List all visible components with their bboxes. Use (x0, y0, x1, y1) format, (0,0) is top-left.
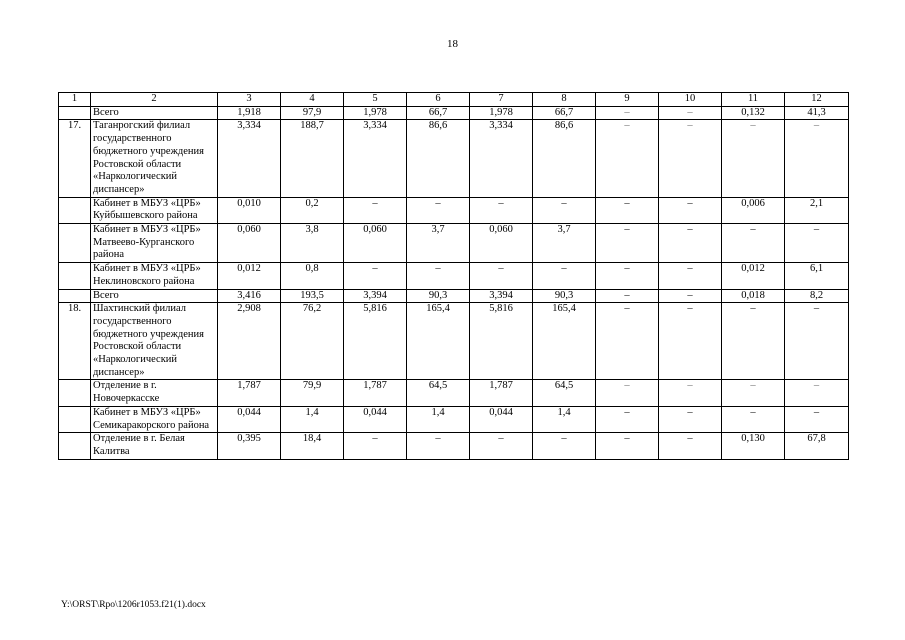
table-cell: – (785, 224, 849, 263)
table-cell: – (785, 120, 849, 197)
table-cell: 3,334 (218, 120, 281, 197)
row-name: Кабинет в МБУЗ «ЦРБ» Неклиновского района (91, 263, 218, 289)
table-cell: 8,2 (785, 289, 849, 303)
table-cell: – (344, 433, 407, 459)
table-cell: 1,4 (407, 406, 470, 432)
table-cell: 79,9 (281, 380, 344, 406)
table-cell: – (596, 106, 659, 120)
table-row (59, 224, 849, 263)
table-cell: 0,130 (722, 433, 785, 459)
row-name: Кабинет в МБУЗ «ЦРБ» Семикаракорского района (91, 406, 218, 432)
table-cell: 18,4 (281, 433, 344, 459)
header-cell: 12 (785, 93, 849, 107)
table-cell: 2,908 (218, 303, 281, 380)
table-cell: – (596, 197, 659, 223)
table-cell: 0,044 (344, 406, 407, 432)
header-cell: 6 (407, 93, 470, 107)
table-cell: 0,060 (218, 224, 281, 263)
table-cell: – (722, 303, 785, 380)
table-cell: – (596, 303, 659, 380)
table-cell: 193,5 (281, 289, 344, 303)
table-cell: 66,7 (533, 106, 596, 120)
table-cell: 86,6 (533, 120, 596, 197)
table-cell: 0,8 (281, 263, 344, 289)
table-row (59, 263, 849, 289)
row-number: 17. (59, 120, 91, 197)
table-cell: 165,4 (407, 303, 470, 380)
data-table (58, 92, 849, 460)
table-cell: – (785, 406, 849, 432)
row-number (59, 380, 91, 406)
table-cell: 0,395 (218, 433, 281, 459)
table-cell: 0,044 (470, 406, 533, 432)
table-cell: 0,132 (722, 106, 785, 120)
table-row (59, 106, 849, 120)
table-cell: 3,7 (533, 224, 596, 263)
table-cell: 0,012 (218, 263, 281, 289)
row-number (59, 224, 91, 263)
table-cell: – (785, 380, 849, 406)
table-cell: – (659, 106, 722, 120)
table-cell: 0,060 (470, 224, 533, 263)
table-cell: 66,7 (407, 106, 470, 120)
table-cell: – (659, 303, 722, 380)
header-cell: 7 (470, 93, 533, 107)
header-cell: 5 (344, 93, 407, 107)
table-row (59, 406, 849, 432)
table-cell: – (659, 197, 722, 223)
table-cell: 1,4 (281, 406, 344, 432)
table-cell: 3,394 (470, 289, 533, 303)
row-number (59, 433, 91, 459)
table-cell: 0,044 (218, 406, 281, 432)
table-cell: 6,1 (785, 263, 849, 289)
table-cell: – (659, 263, 722, 289)
header-cell: 10 (659, 93, 722, 107)
table-cell: 3,394 (344, 289, 407, 303)
table-cell: – (722, 406, 785, 432)
row-name: Отделение в г. Белая Калитва (91, 433, 218, 459)
table-cell: 165,4 (533, 303, 596, 380)
table-cell: – (596, 224, 659, 263)
row-name: Отделение в г. Новочеркасске (91, 380, 218, 406)
table-cell: – (533, 433, 596, 459)
table-cell: 1,918 (218, 106, 281, 120)
table-cell: – (722, 224, 785, 263)
table-cell: – (659, 289, 722, 303)
table-cell: 64,5 (533, 380, 596, 406)
table-cell: 3,334 (344, 120, 407, 197)
table-cell: 90,3 (407, 289, 470, 303)
header-cell: 9 (596, 93, 659, 107)
header-cell: 3 (218, 93, 281, 107)
table-cell: – (659, 380, 722, 406)
row-number (59, 106, 91, 120)
table-cell: – (344, 263, 407, 289)
table-cell: – (470, 197, 533, 223)
table-cell: 5,816 (470, 303, 533, 380)
table-cell: – (659, 433, 722, 459)
table-cell: 86,6 (407, 120, 470, 197)
table-cell: 1,787 (218, 380, 281, 406)
table-cell: – (407, 433, 470, 459)
table-cell: – (659, 406, 722, 432)
table-cell: 0,006 (722, 197, 785, 223)
table-cell: 0,012 (722, 263, 785, 289)
table-cell: 1,4 (533, 406, 596, 432)
table-cell: 0,010 (218, 197, 281, 223)
table-cell: 97,9 (281, 106, 344, 120)
table-cell: 1,787 (344, 380, 407, 406)
table-cell: – (722, 380, 785, 406)
table-cell: 90,3 (533, 289, 596, 303)
header-cell: 11 (722, 93, 785, 107)
table-row (59, 303, 849, 380)
table-cell: 1,978 (344, 106, 407, 120)
table-row (59, 197, 849, 223)
table-cell: 1,787 (470, 380, 533, 406)
table-cell: – (407, 263, 470, 289)
header-cell: 4 (281, 93, 344, 107)
table-cell: – (659, 224, 722, 263)
row-number (59, 289, 91, 303)
table-cell: – (596, 406, 659, 432)
table-cell: – (596, 289, 659, 303)
table-cell: – (596, 120, 659, 197)
table-row (59, 380, 849, 406)
table-cell: – (533, 197, 596, 223)
table-cell: – (470, 263, 533, 289)
table-cell: – (785, 303, 849, 380)
header-row (59, 93, 849, 107)
row-number (59, 263, 91, 289)
table-cell: 3,334 (470, 120, 533, 197)
table-cell: – (407, 197, 470, 223)
table-cell: 2,1 (785, 197, 849, 223)
table-cell: – (344, 197, 407, 223)
table-cell: 0,018 (722, 289, 785, 303)
table-row (59, 433, 849, 459)
table-row (59, 289, 849, 303)
table-cell: 41,3 (785, 106, 849, 120)
footer-file-path: Y:\ORST\Rpo\1206r1053.f21(1).docx (61, 600, 206, 610)
table-cell: 64,5 (407, 380, 470, 406)
table-cell: 1,978 (470, 106, 533, 120)
table-cell: 3,7 (407, 224, 470, 263)
table-cell: 3,8 (281, 224, 344, 263)
row-number (59, 197, 91, 223)
table-cell: 188,7 (281, 120, 344, 197)
row-number (59, 406, 91, 432)
table-cell: 67,8 (785, 433, 849, 459)
table-cell: 76,2 (281, 303, 344, 380)
table-cell: – (596, 380, 659, 406)
table-cell: – (596, 263, 659, 289)
table-cell: 0,060 (344, 224, 407, 263)
header-cell: 2 (91, 93, 218, 107)
row-name: Всего (91, 106, 218, 120)
table-cell: – (659, 120, 722, 197)
table-row (59, 120, 849, 197)
row-name: Таганрогский филиал государственного бюджетного учреждения Ростовской области «Наркологический диспансер» (91, 120, 218, 197)
table-cell: – (533, 263, 596, 289)
page-number: 18 (447, 38, 458, 50)
row-name: Кабинет в МБУЗ «ЦРБ» Матвеево-Курганского района (91, 224, 218, 263)
row-name: Шахтинский филиал государственного бюджетного учреждения Ростовской области «Наркологический диспансер» (91, 303, 218, 380)
row-number: 18. (59, 303, 91, 380)
header-cell: 8 (533, 93, 596, 107)
table-cell: – (470, 433, 533, 459)
row-name: Кабинет в МБУЗ «ЦРБ» Куйбышевского района (91, 197, 218, 223)
row-name: Всего (91, 289, 218, 303)
table-cell: 0,2 (281, 197, 344, 223)
table-cell: – (722, 120, 785, 197)
table-cell: 3,416 (218, 289, 281, 303)
table-cell: – (596, 433, 659, 459)
table-cell: 5,816 (344, 303, 407, 380)
header-cell: 1 (59, 93, 91, 107)
